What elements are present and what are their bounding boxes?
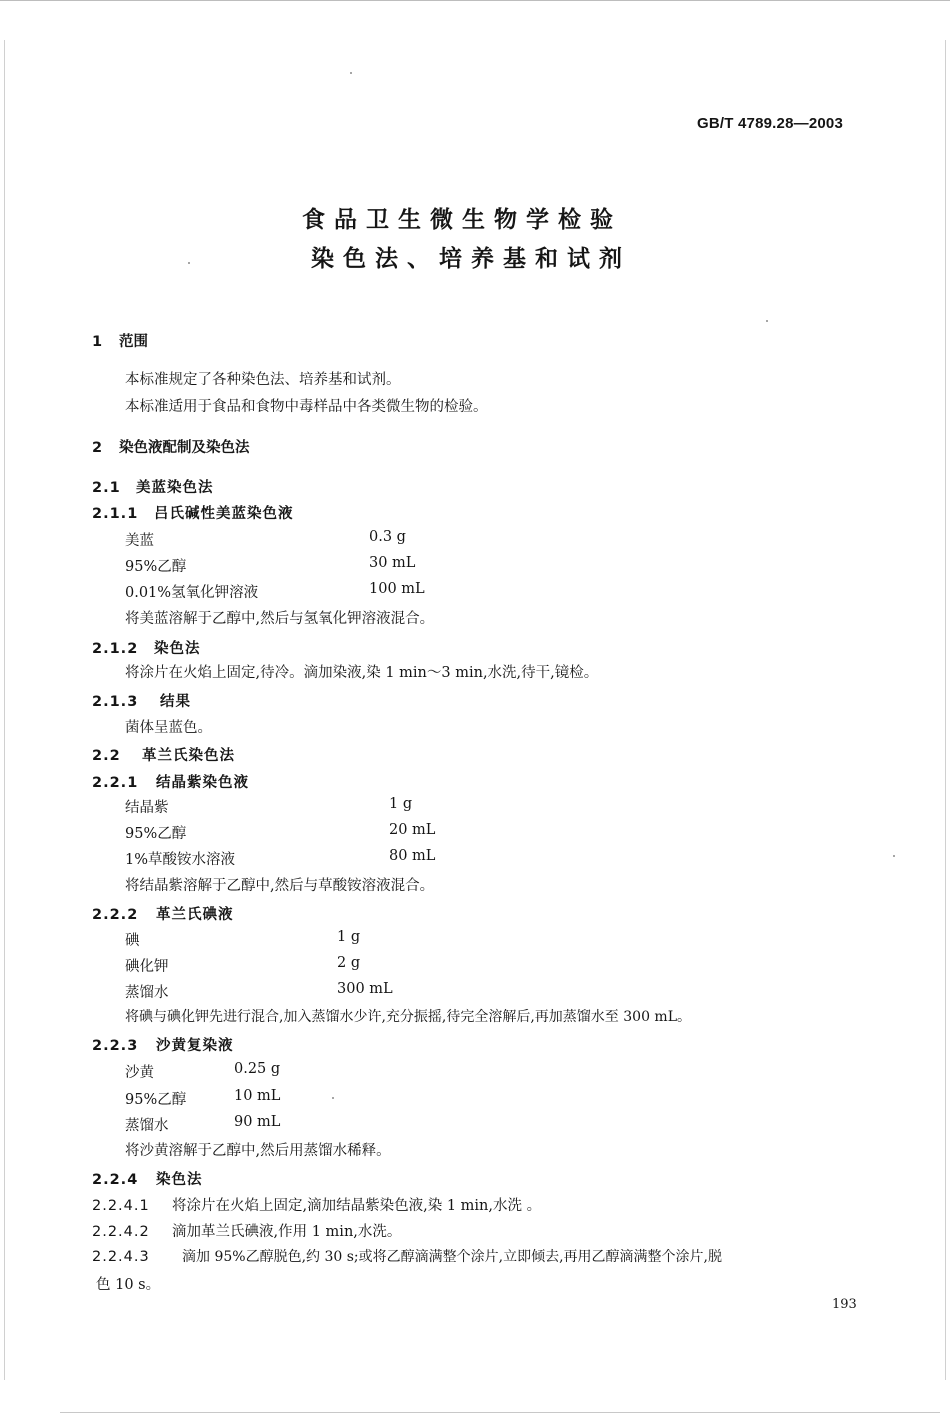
ingredient-amount: 300 mL [337,981,393,997]
standard-code: GB/T 4789.28—2003 [697,115,843,132]
ingredient-amount: 2 g [337,955,361,971]
section-title: 范围 [119,334,148,350]
step-text: 滴加革兰氏碘液,作用 1 min,水洗。 [172,1224,402,1240]
ingredient-amount: 10 mL [234,1088,281,1104]
ingredient-name: 结晶紫 [125,800,169,816]
step-2-2-4-2 [92,1220,401,1241]
scan-speck [766,320,768,322]
ingredient-name: 碘化钾 [125,959,169,975]
subsection-title: 革兰氏碘液 [156,907,234,923]
subsection-2-2-1-heading [92,771,249,792]
subsection-2-1-1-heading [92,502,294,523]
section-1-heading [92,330,148,351]
subsection-2-1-2-heading [92,637,201,658]
preparation-note: 将结晶紫溶解于乙醇中,然后与草酸铵溶液混合。 [125,878,435,894]
step-number: 2.2.4.2 [92,1224,150,1240]
subsection-number: 2.2.4 [92,1172,139,1188]
subsection-number: 2.1 [92,480,121,496]
subsection-number: 2.2 [92,748,121,764]
ingredient-amount: 20 mL [389,822,436,838]
subsection-2-2-4-heading [92,1168,203,1189]
subsection-2-1-3-heading [92,690,191,711]
scan-bottom-edge [60,1412,940,1413]
scan-speck [893,855,895,857]
subsection-number: 2.2.3 [92,1038,139,1054]
subsection-title: 吕氏碱性美蓝染色液 [154,506,294,522]
subsection-title: 革兰氏染色法 [142,748,235,764]
step-2-2-4-1 [92,1194,541,1215]
ingredient-name: 0.01%氢氧化钾溶液 [125,585,259,601]
subsection-number: 2.1.3 [92,694,139,710]
subsection-title: 染色法 [156,1172,203,1188]
subsection-2-2-heading [92,744,235,765]
subsection-number: 2.2.1 [92,775,139,791]
paragraph: 将涂片在火焰上固定,待冷。滴加染液,染 1 min～3 min,水洗,待干,镜检。 [125,665,599,681]
ingredient-amount: 1 g [389,796,413,812]
paragraph: 本标准规定了各种染色法、培养基和试剂。 [125,372,401,388]
step-number: 2.2.4.3 [92,1249,150,1265]
ingredient-name: 沙黄 [125,1065,154,1081]
scan-speck [332,1097,334,1099]
step-text-continuation: 色 10 s。 [96,1277,161,1293]
scan-speck [188,262,190,264]
ingredient-name: 碘 [125,933,140,949]
section-title: 染色液配制及染色法 [119,440,250,456]
preparation-note: 将沙黄溶解于乙醇中,然后用蒸馏水稀释。 [125,1143,391,1159]
ingredient-amount: 90 mL [234,1114,281,1130]
page-number: 193 [832,1297,857,1312]
section-number: 2 [92,440,103,456]
ingredient-amount: 1 g [337,929,361,945]
ingredient-name: 95%乙醇 [125,1092,187,1108]
ingredient-amount: 0.25 g [234,1061,281,1077]
subsection-title: 沙黄复染液 [156,1038,234,1054]
subsection-title: 结果 [160,694,191,710]
ingredient-name: 美蓝 [125,533,154,549]
ingredient-name: 95%乙醇 [125,559,187,575]
ingredient-amount: 30 mL [369,555,416,571]
subsection-title: 美蓝染色法 [136,480,214,496]
ingredient-amount: 80 mL [389,848,436,864]
step-text: 滴加 95%乙醇脱色,约 30 s;或将乙醇滴满整个涂片,立即倾去,再用乙醇滴满整个涂片,脱 [182,1249,722,1265]
ingredient-name: 1%草酸铵水溶液 [125,852,236,868]
subsection-number: 2.2.2 [92,907,139,923]
document-title-line2: 染色法、培养基和试剂 [311,246,631,272]
scan-speck [350,72,352,74]
scan-right-edge [945,40,946,1380]
ingredient-name: 蒸馏水 [125,1118,169,1134]
subsection-number: 2.1.1 [92,506,139,522]
ingredient-name: 95%乙醇 [125,826,187,842]
step-2-2-4-3 [92,1246,722,1266]
paragraph: 菌体呈蓝色。 [125,720,212,736]
section-2-heading [92,436,250,457]
preparation-note: 将美蓝溶解于乙醇中,然后与氢氧化钾溶液混合。 [125,611,435,627]
scan-top-edge [0,0,950,1]
subsection-number: 2.1.2 [92,641,139,657]
ingredient-amount: 0.3 g [369,529,406,545]
subsection-2-1-heading [92,476,214,497]
scan-left-edge [4,40,5,1380]
preparation-note: 将碘与碘化钾先进行混合,加入蒸馏水少许,充分振摇,待完全溶解后,再加蒸馏水至 300 mL。 [125,1009,691,1025]
subsection-title: 结晶紫染色液 [156,775,249,791]
step-number: 2.2.4.1 [92,1198,150,1214]
document-title-line1: 食品卫生微生物学检验 [302,207,622,233]
subsection-2-2-2-heading [92,903,234,924]
ingredient-amount: 100 mL [369,581,425,597]
ingredient-name: 蒸馏水 [125,985,169,1001]
section-number: 1 [92,334,103,350]
paragraph: 本标准适用于食品和食物中毒样品中各类微生物的检验。 [125,399,488,415]
subsection-title: 染色法 [154,641,201,657]
step-text: 将涂片在火焰上固定,滴加结晶紫染色液,染 1 min,水洗 。 [172,1198,542,1214]
subsection-2-2-3-heading [92,1034,234,1055]
